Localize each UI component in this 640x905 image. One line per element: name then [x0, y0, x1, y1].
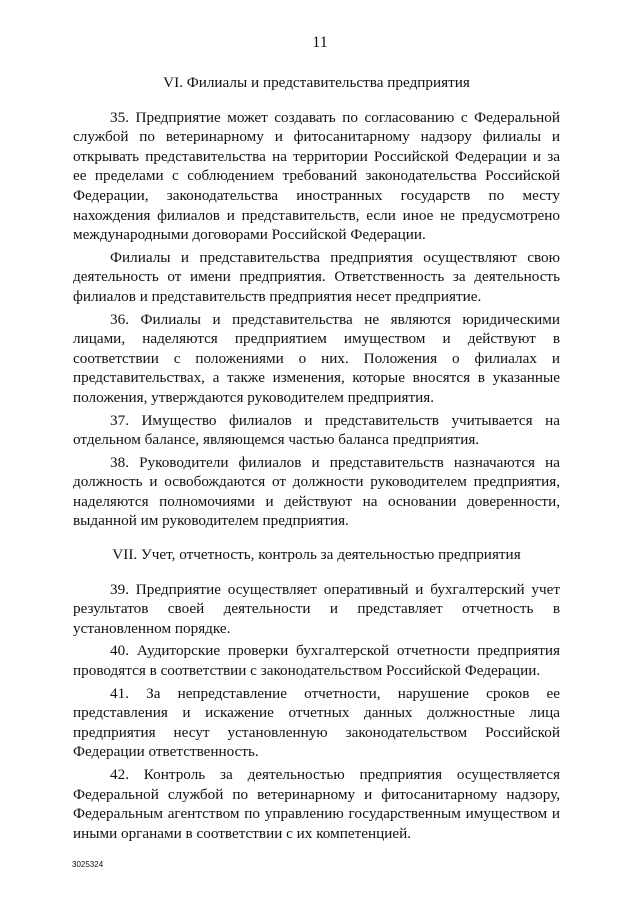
- section-7-title: VII. Учет, отчетность, контроль за деятельностью предприятия: [112, 546, 521, 564]
- paragraph-37: 37. Имущество филиалов и представительств учитывается на отдельном балансе, являющемся частью баланса предприятия.: [73, 411, 560, 449]
- paragraph-41: 41. За непредставление отчетности, нарушение сроков ее представления и искажение отчетных данных должностные лица предприятия несут установленную законодательством Российской Федерации ответственность.: [73, 684, 560, 761]
- page-number: 11: [312, 34, 328, 51]
- paragraph-36: 36. Филиалы и представительства не являются юридическими лицами, наделяются предприятием имуществом и действуют в соответствии с положениями о них. Положения о филиалах и представительствах, а также изменения, которые вносятся в указанные положения, утверждаются руководителем предприятия.: [73, 310, 560, 406]
- paragraph-35-continued: Филиалы и представительства предприятия осуществляют свою деятельность от имени предприятия. Ответственность за деятельность филиалов и представительств предприятия несет предприятие.: [73, 248, 560, 305]
- document-code: 3025324: [72, 860, 104, 869]
- section-6-title: VI. Филиалы и представительства предприятия: [163, 74, 470, 91]
- paragraph-35: 35. Предприятие может создавать по согласованию с Федеральной службой по ветеринарному и фитосанитарному надзору филиалы и открывать представительства на территории Российской Федерации и за ее пределами с соблюдением требований законодательства Российской Федерации, законодательства иностранных государств по месту нахождения филиалов и представительств, если иное не предусмотрено международными договорами Российской Федерации.: [73, 108, 560, 244]
- paragraph-38: 38. Руководители филиалов и представительств назначаются на должность и освобождаются от должности руководителем предприятия, наделяются полномочиями и действуют на основании доверенности, выданной им руководителем предприятия.: [73, 453, 560, 530]
- paragraph-39: 39. Предприятие осуществляет оперативный и бухгалтерский учет результатов своей деятельности и представляет отчетность в установленном порядке.: [73, 580, 560, 637]
- document-body: [73, 73, 560, 846]
- paragraph-42: 42. Контроль за деятельностью предприятия осуществляется Федеральной службой по ветеринарному и фитосанитарному надзору, Федеральным агентством по управлению государственным имуществом и иными органами в соответствии с их компетенцией.: [73, 766, 560, 842]
- paragraph-40: 40. Аудиторские проверки бухгалтерской отчетности предприятия проводятся в соответствии с законодательством Российской Федерации.: [73, 642, 560, 680]
